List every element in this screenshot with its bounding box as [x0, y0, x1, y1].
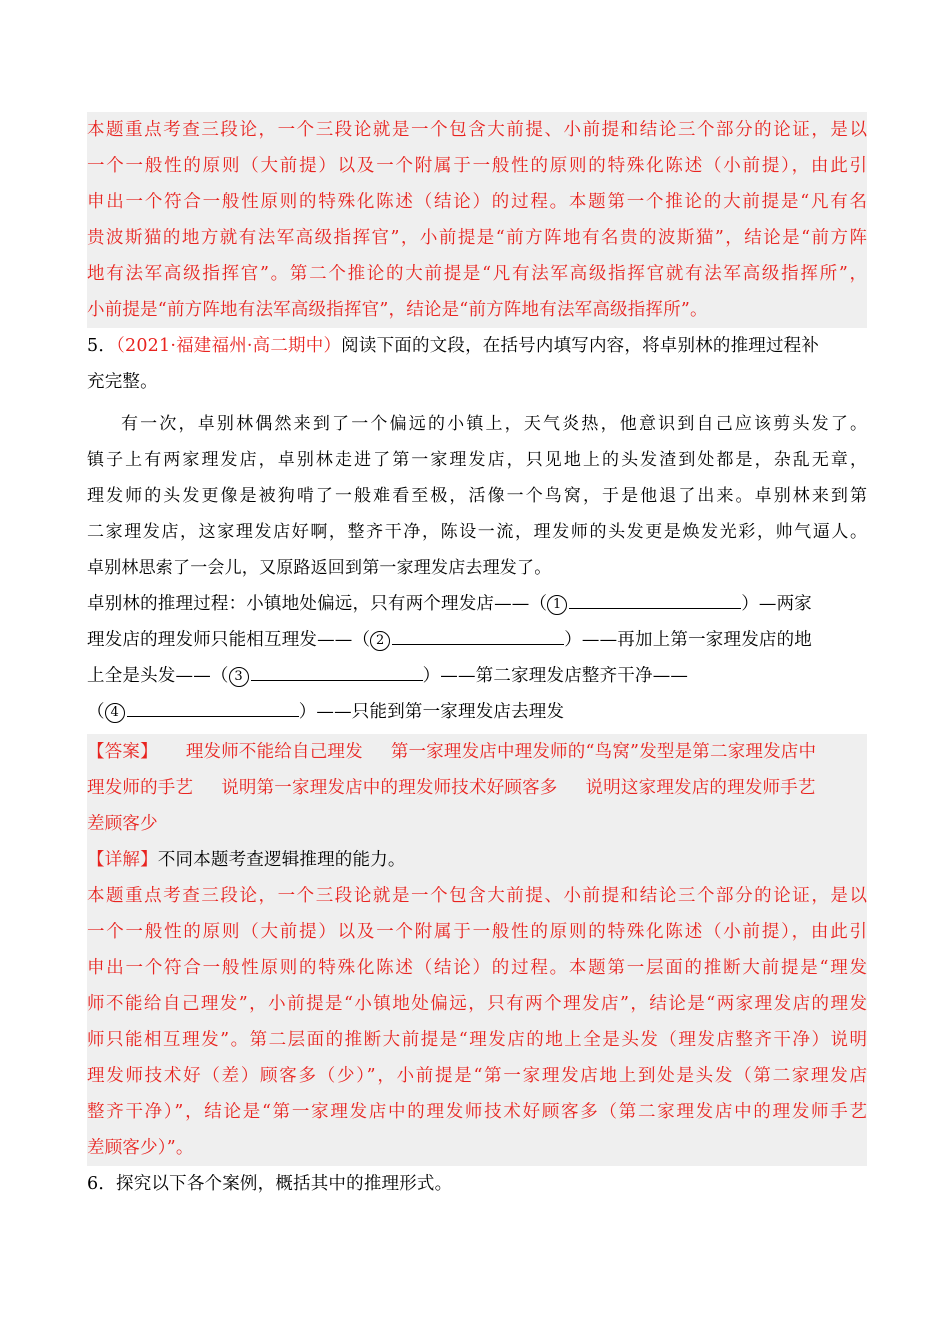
detail-tag: 【详解】	[87, 850, 158, 870]
circle-number: 3	[229, 667, 249, 687]
detail-line: 理发师技术好（差）顾客多（少）”，小前提是“第一家理发店地上到处是头发（第二家理发店	[87, 1066, 867, 1086]
explanation-block-prev	[87, 112, 867, 328]
explanation-line: 小前提是“前方阵地有法军高级指挥官”，结论是“前方阵地有法军高级指挥所”。	[87, 300, 708, 320]
blank-1[interactable]	[569, 590, 741, 609]
passage	[87, 406, 867, 586]
reasoning-text: ）——第二家理发店整齐干净——	[422, 666, 689, 686]
detail-intro: 不同本题考查逻辑推理的能力。	[157, 850, 406, 870]
question-5-prompt	[87, 328, 867, 364]
question-5	[87, 328, 867, 1166]
reasoning-chain	[87, 586, 867, 730]
explanation-line: 一个一般性的原则（大前提）以及一个附属于一般性的原则的特殊化陈述（小前提），由此引	[87, 156, 867, 176]
detail-line: 师只能相互理发”。第二层面的推断大前提是“理发店的地上全是头发（理发店整齐干净）说明	[87, 1030, 867, 1050]
answer-line	[87, 734, 867, 770]
question-5-prompt-cont: 充完整。	[87, 372, 158, 392]
answer-tag: 【答案】	[87, 742, 158, 762]
blank-3[interactable]	[251, 662, 423, 681]
question-source: （2021·福建福州·高二期中）	[116, 336, 342, 356]
detail-line: 差顾客少）”。	[87, 1138, 194, 1158]
reasoning-line	[87, 622, 867, 658]
passage-line: 卓别林思索了一会儿，又原路返回到第一家理发店去理发了。	[87, 558, 552, 578]
question-6: 6．探究以下各个案例，概括其中的推理形式。	[87, 1174, 453, 1194]
reasoning-text: （	[87, 702, 105, 722]
reasoning-text: ）—两家	[741, 594, 813, 614]
answer-block	[87, 734, 867, 842]
reasoning-text: ）——再加上第一家理发店的地	[564, 630, 813, 650]
explanation-line: 贵波斯猫的地方就有法军高级指挥官”，小前提是“前方阵地有名贵的波斯猫”，结论是“前方阵	[87, 228, 867, 248]
explanation-line: 地有法军高级指挥官”。第二个推论的大前提是“凡有法军高级指挥官就有法军高级指挥所”，	[87, 264, 867, 284]
blank-2[interactable]	[392, 626, 564, 645]
detail-line: 申出一个符合一般性原则的特殊化陈述（结论）的过程。本题第一层面的推断大前提是“理发	[87, 958, 867, 978]
detail-line: 师不能给自己理发”，小前提是“小镇地处偏远，只有两个理发店”，结论是“两家理发店的理发	[87, 994, 867, 1014]
reasoning-text: 上全是头发——（	[87, 666, 229, 686]
explanation-line: 申出一个符合一般性原则的特殊化陈述（结论）的过程。本题第一个推论的大前提是“凡有名	[87, 192, 867, 212]
explanation-line: 本题重点考查三段论，一个三段论就是一个包含大前提、小前提和结论三个部分的论证，是以	[87, 120, 867, 140]
answer-item-2: 第一家理发店中理发师的“鸟窝”发型是第二家理发店中	[390, 742, 817, 762]
answer-line	[87, 770, 867, 806]
detail-line: 整齐干净）”，结论是“第一家理发店中的理发师技术好顾客多（第二家理发店中的理发师手艺	[87, 1102, 867, 1122]
circle-number: 4	[105, 703, 125, 723]
answer-item-2-cont: 理发师的手艺	[87, 778, 194, 798]
reasoning-text: ）——只能到第一家理发店去理发	[298, 702, 565, 722]
document-page	[87, 112, 867, 1202]
answer-line: 差顾客少	[87, 814, 158, 834]
reasoning-line	[87, 658, 867, 694]
circle-number: 2	[370, 631, 390, 651]
answer-item-1: 理发师不能给自己理发	[185, 742, 363, 762]
question-number: 5．	[87, 336, 117, 356]
detail-header	[87, 842, 867, 878]
passage-line: 理发师的头发更像是被狗啃了一般难看至极，活像一个鸟窝，于是他退了出来。卓别林来到第	[87, 486, 867, 506]
reasoning-line	[87, 586, 867, 622]
answer-item-4: 说明这家理发店的理发师手艺	[585, 778, 816, 798]
blank-4[interactable]	[127, 698, 299, 717]
answer-item-3: 说明第一家理发店中的理发师技术好顾客多	[221, 778, 558, 798]
circle-number: 1	[547, 595, 567, 615]
reasoning-text: 理发店的理发师只能相互理发——（	[87, 630, 371, 650]
passage-line: 镇子上有两家理发店，卓别林走进了第一家理发店，只见地上的头发渣到处都是，杂乱无章，	[87, 450, 867, 470]
detail-line: 本题重点考查三段论，一个三段论就是一个包含大前提、小前提和结论三个部分的论证，是以	[87, 886, 867, 906]
detail-line: 一个一般性的原则（大前提）以及一个附属于一般性的原则的特殊化陈述（小前提），由此引	[87, 922, 867, 942]
detail-block	[87, 842, 867, 1166]
question-prompt: 阅读下面的文段，在括号内填写内容，将卓别林的推理过程补	[341, 336, 820, 356]
passage-line: 有一次，卓别林偶然来到了一个偏远的小镇上，天气炎热，他意识到自己应该剪头发了。	[121, 414, 867, 434]
reasoning-text: 卓别林的推理过程：小镇地处偏远，只有两个理发店——（	[87, 594, 548, 614]
reasoning-line	[87, 694, 867, 730]
passage-line: 二家理发店，这家理发店好啊，整齐干净，陈设一流，理发师的头发更是焕发光彩，帅气逼人。	[87, 522, 867, 542]
